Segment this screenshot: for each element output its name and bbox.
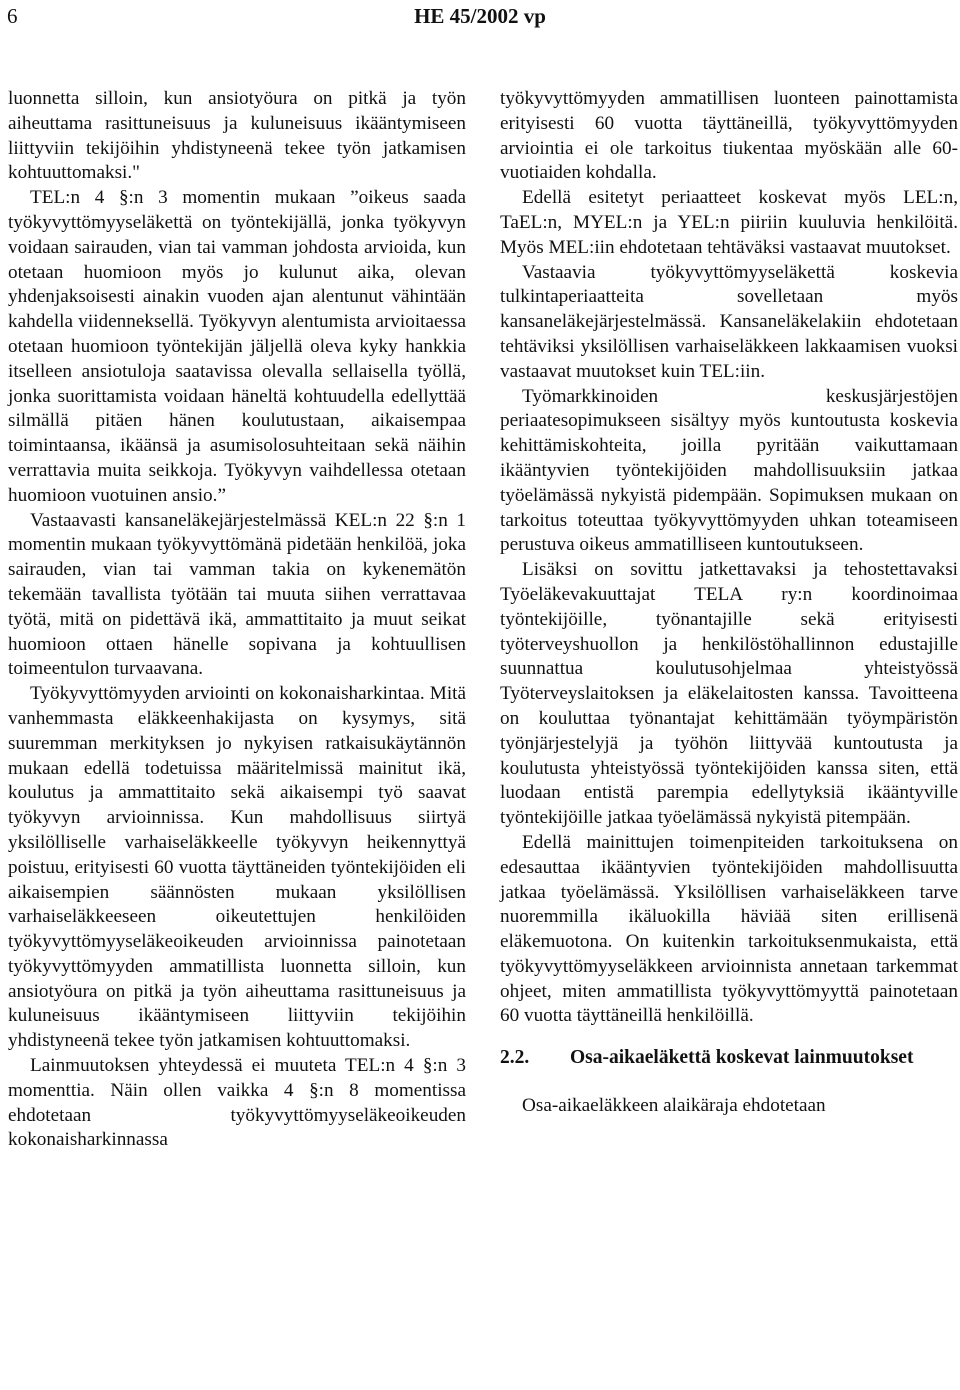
paragraph: Työkyvyttömyyden arviointi on kokonaisharkintaa. Mitä vanhemmasta eläkkeenhakijasta on kysymys, sitä suuremman merkityksen jo nykyisen ratkaisukäytännön mukaan edellä todetuissa määritelmissä mainitut ikä, koulutus ja ammattitaito sekä aikaisempi työ saavat työkyvyn arvioinnissa. Kun mahdollisuus siirtyä yksilölliselle varhaiseläkkeelle työkyvyn heikennyttyä poistuu, erityisesti 60 vuotta täyttäneiden työntekijöiden eli aikaisempien säännösten mukaan yksilöllisen varhaiseläkkeeseen oikeutettujen henkilöiden työkyvyttömyyseläkeoikeuden arvioinnissa painotetaan työkyvyttömyyden ammatillista luonnetta silloin, kun ansiotyöura on pitkä ja työn aiheuttama rasittuneisuus ja kuluneisuus ikääntymiseen liittyviin tekijöihin yhdistyneenä tekee työn jatkamisen kohtuuttomaksi. bbox=[8, 683, 466, 1052]
paragraph: Vastaavia työkyvyttömyyseläkettä koskevia tulkintaperiaatteita sovelletaan myös kansaneläkejärjestelmässä. Kansaneläkelakiin ehdotetaan tehtäviksi yksilöllisen varhaiseläkkeen lakkaamisen vuoksi vastaavat muutokset kuin TEL:iin. bbox=[500, 261, 958, 382]
section-title: Osa-aikaeläkettä koskevat lainmuutokset bbox=[570, 1047, 914, 1069]
right-column bbox=[500, 87, 958, 1119]
paragraph: työkyvyttömyyden ammatillisen luonteen painottamista erityisesti 60 vuotta täyttäneillä, työkyvyttömyyden arviointia ei ole tarkoitus tiukentaa myöskään alle 60-vuotiaiden kohdalla. bbox=[500, 88, 958, 184]
document-id: HE 45/2002 vp bbox=[414, 4, 546, 28]
page-number: 6 bbox=[7, 4, 18, 28]
paragraph: Lisäksi on sovittu jatkettavaksi ja tehostettavaksi Työeläkevakuuttajat TELA ry:n koordinoimaa työntekijöille, työnantajille sekä erityisesti työterveyshuollon ja henkilöstöhallinnon edustajille suunnattua koulutusohjelmaa yhteistyössä Työterveyslaitoksen ja eläkelaitosten kanssa. Tavoitteena on kouluttaa työnantajat kehittämään työympäristön työnjärjestelyjä ja työhön liittyvää kuntoutusta ja koulutusta yhteistyössä työntekijöiden kanssa siten, että luodaan entistä parempia edellytyksiä ikääntyville työntekijöille jatkaa työelämässä nykyistä pitempään. bbox=[500, 559, 958, 829]
paragraph: Vastaavasti kansaneläkejärjestelmässä KEL:n 22 §:n 1 momentin mukaan työkyvyttömänä pidetään henkilöä, joka sairauden, vian tai vamman takia on kykenemätön tekemään tavallista työtään tai muuta siihen verrattavaa työtä, mitä on pidettävä ikä, ammattitaito ja muut seikat huomioon ottaen hänelle sopivana ja kohtuullisen toimeentulon turvaavana. bbox=[8, 509, 466, 680]
paragraph: Edellä esitetyt periaatteet koskevat myös LEL:n, TaEL:n, MYEL:n ja YEL:n piiriin kuuluvia henkilöitä. Myös MEL:iin ehdotetaan tehtäväksi vastaavat muutokset. bbox=[500, 187, 958, 258]
paragraph: Edellä mainittujen toimenpiteiden tarkoituksena on edesauttaa ikääntyvien työntekijöiden mahdollisuutta jatkaa työelämässä. Yksilöllisen varhaiseläkkeen tarve nuoremmilla ikäluokilla häviää siten erillisenä eläkemuotona. On kuitenkin tarkoituksenmukaista, että työkyvyttömyyseläkkeen arvioinnista annetaan tarkemmat ohjeet, miten ammatillista työkyvyttömyyttä painotetaan 60 vuotta täyttäneillä henkilöillä. bbox=[500, 831, 958, 1027]
left-column bbox=[8, 87, 466, 1153]
paragraph: Työmarkkinoiden keskusjärjestöjen periaatesopimukseen sisältyy myös kuntoutusta koskevia kehittämiskohteita, joilla pyritään vaikuttamaan ikääntyvien työntekijöiden mahdollisuuksiin jatkaa työelämässä nykyistä pidempään. Sopimuksen mukaan on tarkoitus toteuttaa työkyvyttömyyden uhkan toteamiseen perustuva oikeus ammatilliseen kuntoutukseen. bbox=[500, 385, 958, 556]
paragraph: TEL:n 4 §:n 3 momentin mukaan ”oikeus saada työkyvyttömyyseläkettä on työntekijällä, jonka työkyvyn voidaan sairauden, vian tai vamman johdosta arvioida, kun otetaan huomioon myös jo kulunut aika, olevan yhdenjaksoisesti ainakin vuoden ajan alentunut vähintään kahdella viidenneksellä. Työkyvyn alentumista arvioitaessa otetaan huomioon työntekijän jäljellä oleva kyky hankkia itselleen ansiotuloja saatavissa olevalla sellaisella työllä, jonka suorittamista voidaan häneltä kohtuudella edellyttää silmällä pitäen hänen koulutustaan, aikaisempaa toimintaansa, ikäänsä ja asumisolosuhteitaan sekä näihin verrattavia muita seikkoja. Työkyvyn vaihdellessa otetaan huomioon vuotuinen ansio.” bbox=[8, 187, 466, 506]
paragraph: Lainmuutoksen yhteydessä ei muuteta TEL:n 4 §:n 3 momenttia. Näin ollen vaikka 4 §:n 8 momentissa ehdotetaan työkyvyttömyyseläkeoikeuden kokonaisharkinnassa bbox=[8, 1055, 466, 1151]
section-heading bbox=[500, 1045, 958, 1070]
paragraph: luonnetta silloin, kun ansiotyöura on pitkä ja työn aiheuttama rasittuneisuus ja kuluneisuus ikääntymiseen liittyviin tekijöihin yhdistyneenä tekee työn jatkamisen kohtuuttomaksi." bbox=[8, 88, 466, 184]
section-number: 2.2. bbox=[500, 1047, 530, 1069]
paragraph: Osa-aikaeläkkeen alaikäraja ehdotetaan bbox=[522, 1095, 826, 1117]
